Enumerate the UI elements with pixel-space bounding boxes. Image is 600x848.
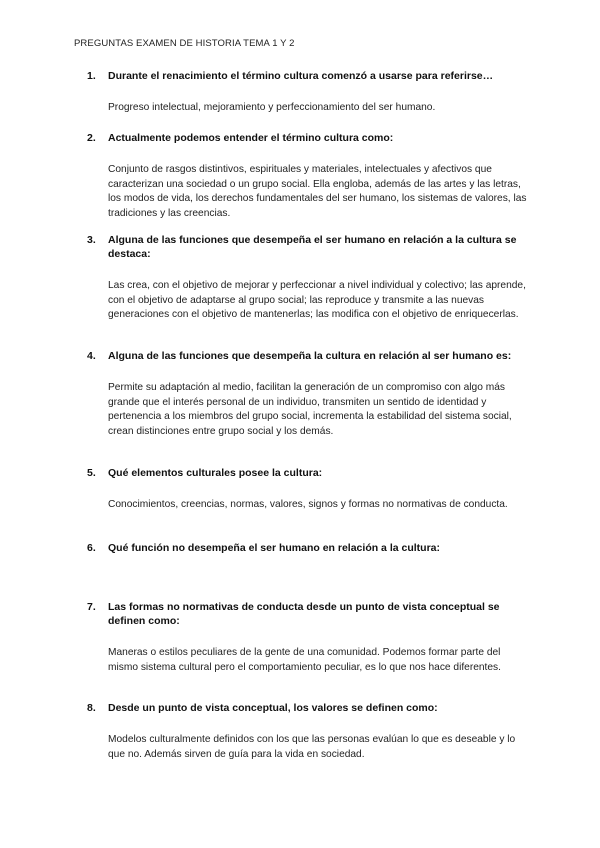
- question-number: 6.: [87, 542, 96, 554]
- question-number: 4.: [87, 350, 96, 362]
- answer-2: Conjunto de rasgos distintivos, espirituales y materiales, intelectuales y afectivos que caracterizan una sociedad o un grupo social. Ella engloba, además de las artes y las letras, los modos de vida, los derechos fundamentales del ser humano, los sistemas de valores, las tradiciones y las creencias.: [108, 164, 527, 219]
- question-text: Durante el renacimiento el término cultura comenzó a usarse para referirse…: [108, 70, 494, 82]
- question-number: 7.: [87, 601, 96, 613]
- answer-5: Conocimientos, creencias, normas, valores, signos y formas no normativas de conducta.: [108, 499, 508, 510]
- question-4: [87, 349, 529, 363]
- answer-8: Modelos culturalmente definidos con los que las personas evalúan lo que es deseable y lo que no. Además sirven de guía para la vida en sociedad.: [108, 734, 516, 760]
- qa-item-4: [87, 349, 529, 439]
- question-1: [87, 69, 529, 83]
- qa-item-6: [87, 541, 529, 573]
- qa-item-5: [87, 466, 529, 513]
- question-text: Desde un punto de vista conceptual, los valores se definen como:: [108, 702, 438, 714]
- question-2: [87, 131, 529, 145]
- qa-item-8: [87, 701, 529, 762]
- answer-1: Progreso intelectual, mejoramiento y perfeccionamiento del ser humano.: [108, 102, 436, 113]
- question-text: Alguna de las funciones que desempeña el ser humano en relación a la cultura se destaca:: [108, 234, 517, 260]
- question-7: [87, 600, 529, 628]
- question-text: Qué elementos culturales posee la cultura:: [108, 467, 323, 479]
- question-text: Las formas no normativas de conducta desde un punto de vista conceptual se definen como:: [108, 601, 500, 627]
- question-number: 1.: [87, 70, 96, 82]
- question-text: Qué función no desempeña el ser humano en relación a la cultura:: [108, 542, 440, 554]
- question-number: 8.: [87, 702, 96, 714]
- question-number: 5.: [87, 467, 96, 479]
- qa-item-1: [87, 69, 529, 116]
- question-text: Alguna de las funciones que desempeña la cultura en relación al ser humano es:: [108, 350, 512, 362]
- question-number: 3.: [87, 234, 96, 246]
- question-3: [87, 233, 529, 261]
- answer-3: Las crea, con el objetivo de mejorar y perfeccionar a nivel individual y colectivo; las aprende, con el objetivo de adaptarse al grupo social; las reproduce y transmite a las nuevas generaciones con el objetivo de mantenerlas; las modifica con el objetivo de enriquecerlas.: [108, 280, 526, 321]
- page-header: PREGUNTAS EXAMEN DE HISTORIA TEMA 1 Y 2: [74, 38, 295, 49]
- question-8: [87, 701, 529, 715]
- qa-item-2: [87, 131, 529, 221]
- answer-4: Permite su adaptación al medio, facilitan la generación de un compromiso con algo más grande que el interés personal de un individuo, transmiten un sentido de identidad y pertenencia a los miembros del grupo social, incrementa la estabilidad del sistema social, crean distinciones entre grupo social y los demás.: [108, 382, 512, 437]
- qa-item-3: [87, 233, 529, 323]
- question-5: [87, 466, 529, 480]
- question-6: [87, 541, 529, 555]
- question-text: Actualmente podemos entender el término cultura como:: [108, 132, 394, 144]
- answer-7: Maneras o estilos peculiares de la gente de una comunidad. Podemos formar parte del mismo sistema cultural pero el comportamiento peculiar, es lo que nos hace diferentes.: [108, 647, 501, 673]
- qa-item-7: [87, 600, 529, 675]
- question-number: 2.: [87, 132, 96, 144]
